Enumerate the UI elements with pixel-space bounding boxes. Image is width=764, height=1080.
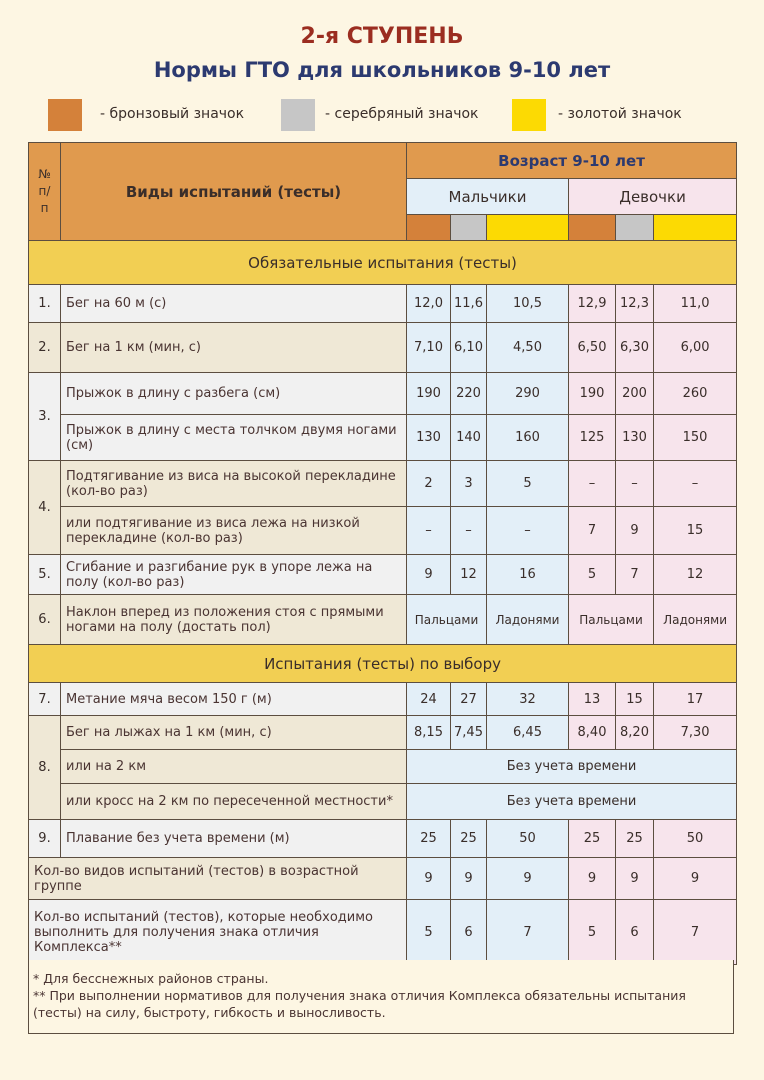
value-cell: – <box>616 461 654 507</box>
boys-silver-swatch <box>451 215 487 241</box>
value-cell: 7,30 <box>654 716 737 750</box>
test-name: Прыжок в длину с разбега (см) <box>61 373 407 415</box>
norms-table <box>28 142 737 965</box>
table-row <box>29 820 737 858</box>
value-cell: 6,50 <box>569 323 616 373</box>
test-name: Бег на лыжах на 1 км (мин, с) <box>61 716 407 750</box>
value-cell: 7 <box>569 507 616 555</box>
value-cell: 7 <box>616 555 654 595</box>
table-row <box>29 373 737 415</box>
value-cell: 6,10 <box>451 323 487 373</box>
table-row <box>29 858 737 900</box>
value-cell: 7 <box>654 900 737 965</box>
value-cell: 15 <box>616 683 654 716</box>
value-cell: – <box>407 507 451 555</box>
test-name: Прыжок в длину с места толчком двумя ногами (см) <box>61 415 407 461</box>
value-cell: 130 <box>407 415 451 461</box>
value-cell: 11,6 <box>451 285 487 323</box>
test-name: Плавание без учета времени (м) <box>61 820 407 858</box>
value-cell: Ладонями <box>654 595 737 645</box>
value-cell: Пальцами <box>569 595 654 645</box>
value-cell: 25 <box>616 820 654 858</box>
row-num: 9. <box>29 820 61 858</box>
value-cell: 5 <box>569 555 616 595</box>
value-cell: 16 <box>487 555 569 595</box>
table-row <box>29 750 737 784</box>
boys-bronze-swatch <box>407 215 451 241</box>
value-cell: 6 <box>616 900 654 965</box>
value-cell: 220 <box>451 373 487 415</box>
table-row <box>29 683 737 716</box>
footnote-1: * Для бесснежных районов страны. <box>33 971 269 986</box>
row-num: 1. <box>29 285 61 323</box>
boys-gold-swatch <box>487 215 569 241</box>
row-num: 6. <box>29 595 61 645</box>
value-cell: 9 <box>407 858 451 900</box>
value-cell: 9 <box>451 858 487 900</box>
header-num: № п/п <box>29 143 61 241</box>
value-cell: 25 <box>407 820 451 858</box>
girls-bronze-swatch <box>569 215 616 241</box>
bronze-swatch <box>48 99 82 131</box>
value-cell: 5 <box>487 461 569 507</box>
stage-title: 2-я СТУПЕНЬ <box>300 24 464 49</box>
value-cell: 12,9 <box>569 285 616 323</box>
test-name: Метание мяча весом 150 г (м) <box>61 683 407 716</box>
value-cell: 8,40 <box>569 716 616 750</box>
table-row <box>29 415 737 461</box>
value-cell: 7,45 <box>451 716 487 750</box>
value-cell: 10,5 <box>487 285 569 323</box>
legend-gold-label: - золотой значок <box>558 106 682 122</box>
value-cell: 3 <box>451 461 487 507</box>
value-cell: 140 <box>451 415 487 461</box>
gold-swatch <box>512 99 546 131</box>
value-cell: 12 <box>451 555 487 595</box>
table-row <box>29 507 737 555</box>
value-cell: Пальцами <box>407 595 487 645</box>
value-cell: 9 <box>407 555 451 595</box>
value-cell: 7,10 <box>407 323 451 373</box>
value-cell: Без учета времени <box>407 750 737 784</box>
legend-bronze-label: - бронзовый значок <box>100 106 245 122</box>
value-cell: 24 <box>407 683 451 716</box>
value-cell: 9 <box>654 858 737 900</box>
row-num: 2. <box>29 323 61 373</box>
value-cell: 190 <box>407 373 451 415</box>
value-cell: 17 <box>654 683 737 716</box>
value-cell: 8,15 <box>407 716 451 750</box>
value-cell: 25 <box>451 820 487 858</box>
test-name: Кол-во испытаний (тестов), которые необходимо выполнить для получения знака отличия Комплекса** <box>29 900 407 965</box>
table-row <box>29 716 737 750</box>
value-cell: 50 <box>487 820 569 858</box>
footnote-2: ** При выполнении нормативов для получения знака отличия Комплекса обязательны испытания (тесты) на силу, быстроту, гибкость и выносливость. <box>33 988 686 1020</box>
page-title: Нормы ГТО для школьников 9-10 лет <box>153 58 611 82</box>
value-cell: 6 <box>451 900 487 965</box>
value-cell: 6,30 <box>616 323 654 373</box>
value-cell: 7 <box>487 900 569 965</box>
table-row <box>29 595 737 645</box>
value-cell: 260 <box>654 373 737 415</box>
value-cell: – <box>569 461 616 507</box>
test-name: или подтягивание из виса лежа на низкой перекладине (кол-во раз) <box>61 507 407 555</box>
value-cell: 6,00 <box>654 323 737 373</box>
value-cell: 12,0 <box>407 285 451 323</box>
table-row <box>29 555 737 595</box>
value-cell: Без учета времени <box>407 784 737 820</box>
table-row <box>29 900 737 965</box>
girls-gold-swatch <box>654 215 737 241</box>
header-age: Возраст 9-10 лет <box>407 143 737 179</box>
value-cell: 5 <box>569 900 616 965</box>
value-cell: 200 <box>616 373 654 415</box>
table-row <box>29 285 737 323</box>
header-girls: Девочки <box>569 179 737 215</box>
test-name: Бег на 1 км (мин, с) <box>61 323 407 373</box>
header-boys: Мальчики <box>407 179 569 215</box>
value-cell: 25 <box>569 820 616 858</box>
value-cell: 27 <box>451 683 487 716</box>
header-tests: Виды испытаний (тесты) <box>61 143 407 241</box>
girls-silver-swatch <box>616 215 654 241</box>
value-cell: 130 <box>616 415 654 461</box>
test-name: Бег на 60 м (с) <box>61 285 407 323</box>
test-name: Наклон вперед из положения стоя с прямыми ногами на полу (достать пол) <box>61 595 407 645</box>
test-name: Кол-во видов испытаний (тестов) в возрастной группе <box>29 858 407 900</box>
value-cell: 4,50 <box>487 323 569 373</box>
value-cell: 8,20 <box>616 716 654 750</box>
row-num: 5. <box>29 555 61 595</box>
value-cell: – <box>451 507 487 555</box>
value-cell: 5 <box>407 900 451 965</box>
value-cell: 11,0 <box>654 285 737 323</box>
value-cell: 290 <box>487 373 569 415</box>
test-name: Сгибание и разгибание рук в упоре лежа на полу (кол-во раз) <box>61 555 407 595</box>
row-num: 4. <box>29 461 61 555</box>
value-cell: – <box>487 507 569 555</box>
value-cell: 2 <box>407 461 451 507</box>
value-cell: 190 <box>569 373 616 415</box>
section-mandatory: Обязательные испытания (тесты) <box>29 241 737 285</box>
footnotes <box>28 960 734 1034</box>
value-cell: 9 <box>569 858 616 900</box>
value-cell: 9 <box>616 507 654 555</box>
value-cell: 150 <box>654 415 737 461</box>
row-num: 7. <box>29 683 61 716</box>
value-cell: 13 <box>569 683 616 716</box>
row-num: 3. <box>29 373 61 461</box>
test-name: или кросс на 2 км по пересеченной местности* <box>61 784 407 820</box>
value-cell: 32 <box>487 683 569 716</box>
value-cell: 9 <box>616 858 654 900</box>
section-optional: Испытания (тесты) по выбору <box>29 645 737 683</box>
table-row <box>29 323 737 373</box>
value-cell: 15 <box>654 507 737 555</box>
value-cell: 12,3 <box>616 285 654 323</box>
table-row <box>29 461 737 507</box>
legend-silver-label: - серебряный значок <box>325 106 479 122</box>
value-cell: Ладонями <box>487 595 569 645</box>
test-name: или на 2 км <box>61 750 407 784</box>
value-cell: 160 <box>487 415 569 461</box>
legend <box>0 99 764 131</box>
value-cell: 6,45 <box>487 716 569 750</box>
value-cell: 125 <box>569 415 616 461</box>
value-cell: 12 <box>654 555 737 595</box>
test-name: Подтягивание из виса на высокой перекладине (кол-во раз) <box>61 461 407 507</box>
value-cell: 9 <box>487 858 569 900</box>
silver-swatch <box>281 99 315 131</box>
table-row <box>29 784 737 820</box>
row-num: 8. <box>29 716 61 820</box>
value-cell: – <box>654 461 737 507</box>
value-cell: 50 <box>654 820 737 858</box>
